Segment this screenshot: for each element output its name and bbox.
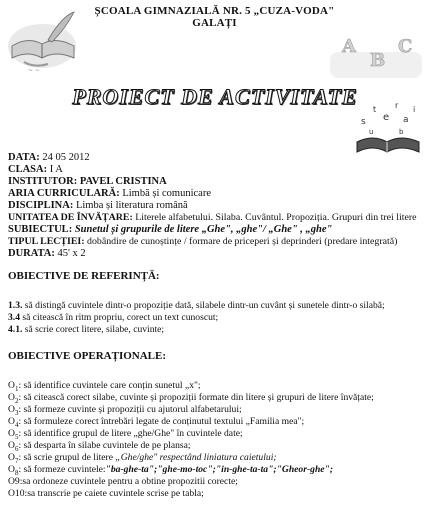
- detail-line-tipul: TIPUL LECȚIEI: dobândire de cunoștințe / formare de priceperi și deprinderi (predare integrată): [8, 236, 398, 247]
- detail-line-disciplina: DISCIPLINA: Limba și literatura română: [8, 200, 188, 211]
- detail-line-clasa: CLASA: I A: [8, 164, 63, 175]
- section-title-referinta: OBIECTIVE DE REFERINȚĂ:: [8, 270, 160, 282]
- abc-letters-emblem-icon: [326, 22, 426, 82]
- svg-text:r: r: [395, 101, 399, 110]
- svg-text:s: s: [361, 117, 366, 127]
- objective-operational: $O_6$: să desparta în silabe cuvintele de pe plansa;: [8, 440, 191, 453]
- page-title: PROIECT DE ACTIVITATE: [72, 84, 358, 109]
- svg-text:t: t: [373, 105, 377, 114]
- objective-operational: O10:sa transcrie pe caiete cuvintele scrise pe tabla;: [8, 488, 204, 499]
- svg-text:A: A: [342, 36, 356, 57]
- svg-text:B: B: [370, 50, 386, 71]
- objective-operational: $O_8$: să formeze cuvintele:"ba-ghe-ta";"ghe-mo-toc";"in-ghe-ta-ta";"Gheor-ghe";: [8, 464, 334, 477]
- objective-referinta: 3.4 să citească în ritm propriu, corect un text cunoscut;: [8, 312, 219, 323]
- svg-text:b: b: [399, 128, 404, 136]
- objective-operational: O9:sa ordoneze cuvintele pentru a obtine propozitii corecte;: [8, 476, 238, 487]
- svg-text:u: u: [369, 128, 374, 136]
- objective-operational: $O_7$: să scrie grupul de litere „Ghe/ghe" respectând liniatura caietului;: [8, 452, 277, 465]
- detail-line-aria: ARIA CURRICULARĂ: Limbă și comunicare: [8, 188, 211, 199]
- svg-text:i: i: [413, 105, 416, 114]
- objective-operational: $O_5$: să identifice grupul de litere „ghe/Ghe" în cuvintele date;: [8, 428, 243, 441]
- objective-operational: $O_3$: să formeze cuvinte și propoziții cu ajutorul alfabetarului;: [8, 404, 242, 417]
- school-name: ȘCOALA GIMNAZIALĂ NR. 5 „CUZA-VODA": [94, 5, 335, 17]
- objective-operational: $O_2$: să citească corect silabe, cuvinte și propoziții formate din litere și grupuri de litere învățate;: [8, 392, 374, 405]
- detail-line-subiectul: SUBIECTUL: Sunetul și grupurile de litere „Ghe", „ghe"/ „Ghe" , „ghe": [8, 224, 333, 235]
- objective-operational: $O_4$: să formuleze corect întrebări legate de conținutul textului „Familia mea";: [8, 416, 305, 429]
- svg-text:C: C: [398, 36, 413, 57]
- objective-referinta: 4.1. să scrie corect litere, silabe, cuvinte;: [8, 324, 165, 335]
- svg-text:a: a: [403, 115, 409, 125]
- detail-line-data: DATA: 24 05 2012: [8, 152, 90, 163]
- objective-referinta: 1.3. să distingă cuvintele dintr-o propoziție dată, silabele dintr-un cuvânt și sunetele dintr-o silabă;: [8, 300, 385, 311]
- detail-line-institutor: INSTITUTOR: PAVEL CRISTINA: [8, 176, 167, 187]
- svg-text:e: e: [383, 112, 390, 123]
- book-letters-emblem-icon: [343, 96, 429, 158]
- detail-line-unitatea: UNITATEA DE ÎNVĂȚARE: Literele alfabetului. Silaba. Cuvântul. Propoziția. Grupuri din trei litere: [8, 212, 417, 223]
- objective-operational: $O_1$: să identifice cuvintele care conțin sunetul „x";: [8, 380, 201, 393]
- svg-text:~ ~: ~ ~: [28, 67, 40, 74]
- school-city: GALAȚI: [192, 17, 237, 29]
- detail-line-durata: DURATA: 45' x 2: [8, 248, 86, 259]
- section-title-operationale: OBIECTIVE OPERAȚIONALE:: [8, 350, 167, 362]
